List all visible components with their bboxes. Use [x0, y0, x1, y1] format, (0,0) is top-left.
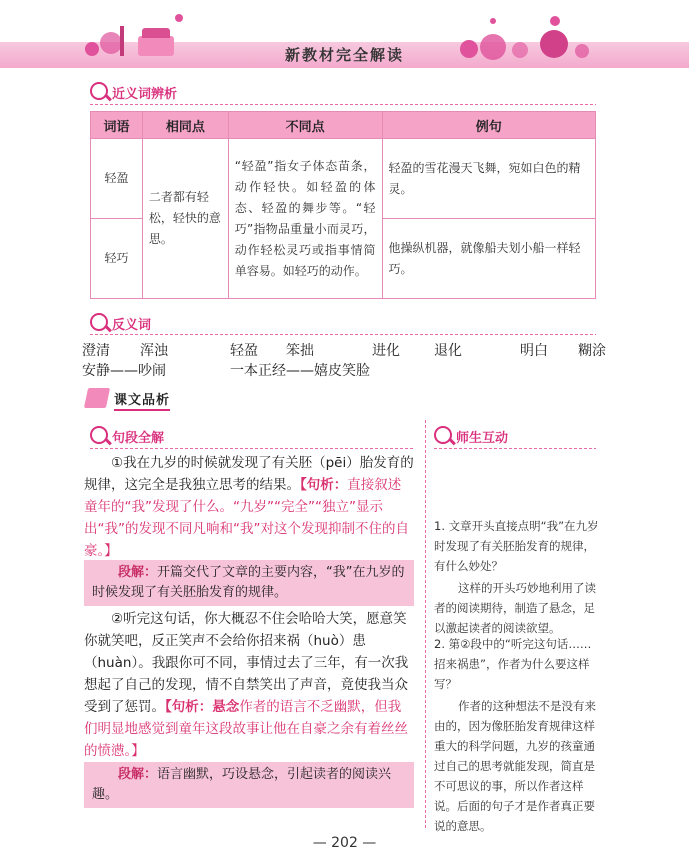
antonyms-heading: 反义词 [90, 313, 290, 333]
analysis-heading: 句段全解 [90, 426, 290, 446]
divider [90, 334, 596, 335]
header-decoration-left [80, 12, 200, 62]
example-cell: 轻盈的雪花漫天飞舞，宛如白色的精灵。 [382, 139, 596, 219]
antonym-word: 明白 [520, 343, 548, 359]
sidebar-answer-1: 这样的开头巧妙地利用了读者的阅读期待，制造了悬念，足以激起读者的阅读欲望。 [434, 581, 596, 635]
antonym-word: 退化 [434, 343, 462, 359]
col-header-diff: 不同点 [228, 112, 382, 139]
difference-cell: “轻盈”指女子体态苗条，动作轻快。如轻盈的体态、轻盈的舞步等。“轻巧”指物品重量小而灵巧，动作轻松灵巧或指事情简单容易。如轻巧的动作。 [228, 139, 382, 299]
common-cell: 二者都有轻松，轻快的意思。 [142, 139, 228, 299]
page-header-title: 新教材完全解读 [284, 46, 404, 64]
magnifier-icon [90, 82, 108, 100]
sidebar-heading: 师生互动 [434, 426, 594, 446]
sidebar-answer-2: 作者的这种想法不是没有来由的，因为像胚胎发育规律这样重大的科学问题，九岁的孩童通过自己的思考就能发现，简直是不可思议的事，所以作者这样说。后面的句子才是作者真正要说的意思。 [434, 699, 596, 833]
segment-note-2: 段解：语言幽默，巧设悬念，引起读者的阅读兴趣。 [84, 762, 414, 808]
antonym-word: 浑浊 [140, 343, 168, 359]
magnifier-icon [90, 426, 108, 444]
magnifier-icon [90, 313, 108, 331]
synonyms-heading: 近义词辨析 [90, 82, 290, 102]
section-banner: 课文品析 [114, 389, 170, 411]
antonym-word: 笨拙 [286, 343, 314, 359]
book-icon [84, 388, 110, 408]
antonym-word: 轻盈 [230, 343, 258, 359]
antonym-pair: 安静——吵闹 [82, 363, 166, 379]
word-cell: 轻盈 [91, 139, 143, 219]
col-header-word: 词语 [91, 112, 143, 139]
word-cell: 轻巧 [91, 219, 143, 299]
column-divider [425, 420, 426, 830]
header-decoration-right [450, 12, 600, 68]
antonym-word: 糊涂 [578, 343, 606, 359]
antonym-pair: 一本正经——嬉皮笑脸 [230, 363, 370, 379]
sidebar-question-2: 2. 第②段中的“听完这句话……招来祸患”，作者为什么要这样写？ [434, 637, 592, 691]
sidebar-question-1: 1. 文章开头直接点明“我”在九岁时发现了有关胚胎发育的规律，有什么妙处？ [434, 519, 599, 573]
page-number: — 202 — [312, 835, 377, 851]
paragraph-2: ②听完这句话，你大概忍不住会哈哈大笑，愿意笑你就笑吧，反正笑声不会给你招来祸（huò）患（huàn）。我跟你可不同，事情过去了三年，有一次我想起了自己的发现，情不自禁笑出了声音，竟使我当众受到了惩罚。【句析：悬念作者的语言不乏幽默，但我们明显地感觉到童年这段故事让他在自豪之余有着丝丝的愤懑。】 [84, 611, 409, 759]
divider [90, 104, 596, 105]
antonym-word: 进化 [372, 343, 400, 359]
paragraph-1: ①我在九岁的时候就发现了有关胚（pēi）胎发育的规律，这完全是我独立思考的结果。【句析：直接叙述童年的“我”发现了什么。“九岁”“完全”“独立”显示出“我”的发现不同凡响和“我”对这个发现抑制不住的自豪。】 [84, 455, 414, 559]
col-header-example: 例句 [382, 112, 596, 139]
example-cell: 他操纵机器，就像船夫划小船一样轻巧。 [382, 219, 596, 299]
divider [90, 448, 415, 449]
antonym-word: 澄清 [82, 343, 110, 359]
magnifier-icon [434, 426, 452, 444]
divider [434, 448, 596, 449]
segment-note-1: 段解：开篇交代了文章的主要内容，“我”在九岁的时候发现了有关胚胎发育的规律。 [84, 560, 414, 606]
col-header-common: 相同点 [142, 112, 228, 139]
synonym-table [90, 111, 596, 299]
